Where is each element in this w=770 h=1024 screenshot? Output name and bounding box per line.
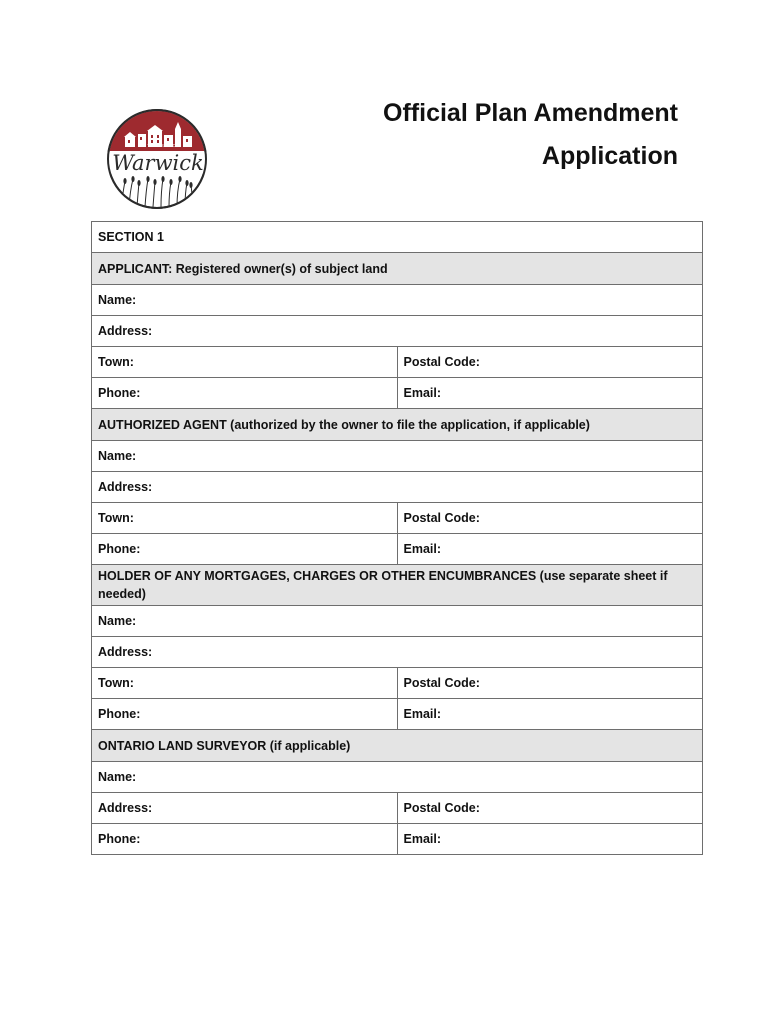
mortgage-holder-postal-code-field[interactable]: Postal Code:: [397, 668, 703, 699]
applicant-postal-code-field[interactable]: Postal Code:: [397, 347, 703, 378]
surveyor-name-field[interactable]: Name:: [92, 762, 703, 793]
mortgage-holder-address-field[interactable]: Address:: [92, 637, 703, 668]
township-logo: [103, 107, 211, 211]
mortgage-holder-phone-field[interactable]: Phone:: [92, 699, 398, 730]
agent-phone-field[interactable]: Phone:: [92, 534, 398, 565]
page-title: [383, 92, 678, 178]
agent-postal-code-field[interactable]: Postal Code:: [397, 503, 703, 534]
surveyor-address-field[interactable]: Address:: [92, 793, 398, 824]
applicant-address-field[interactable]: Address:: [92, 316, 703, 347]
agent-heading: AUTHORIZED AGENT (authorized by the owner to file the application, if applicable): [92, 409, 703, 441]
agent-name-field[interactable]: Name:: [92, 441, 703, 472]
agent-address-field[interactable]: Address:: [92, 472, 703, 503]
mortgage-holder-email-field[interactable]: Email:: [397, 699, 703, 730]
surveyor-phone-field[interactable]: Phone:: [92, 824, 398, 855]
applicant-name-field[interactable]: Name:: [92, 285, 703, 316]
application-form-table: [91, 221, 703, 855]
applicant-town-field[interactable]: Town:: [92, 347, 398, 378]
logo-name: Warwick: [112, 151, 204, 175]
surveyor-email-field[interactable]: Email:: [397, 824, 703, 855]
surveyor-postal-code-field[interactable]: Postal Code:: [397, 793, 703, 824]
mortgage-holder-name-field[interactable]: Name:: [92, 606, 703, 637]
title-line-2: Application: [541, 142, 678, 170]
applicant-heading: APPLICANT: Registered owner(s) of subject land: [92, 253, 703, 285]
agent-town-field[interactable]: Town:: [92, 503, 398, 534]
title-line-1: Official Plan Amendment: [383, 99, 678, 127]
mortgage-holder-heading: HOLDER OF ANY MORTGAGES, CHARGES OR OTHER ENCUMBRANCES (use separate sheet if needed): [92, 565, 703, 606]
surveyor-heading: ONTARIO LAND SURVEYOR (if applicable): [92, 730, 703, 762]
applicant-phone-field[interactable]: Phone:: [92, 378, 398, 409]
section-label: SECTION 1: [92, 222, 703, 253]
logo-small-text: TOWNSHIP OF: [147, 143, 179, 148]
applicant-email-field[interactable]: Email:: [397, 378, 703, 409]
agent-email-field[interactable]: Email:: [397, 534, 703, 565]
mortgage-holder-town-field[interactable]: Town:: [92, 668, 398, 699]
